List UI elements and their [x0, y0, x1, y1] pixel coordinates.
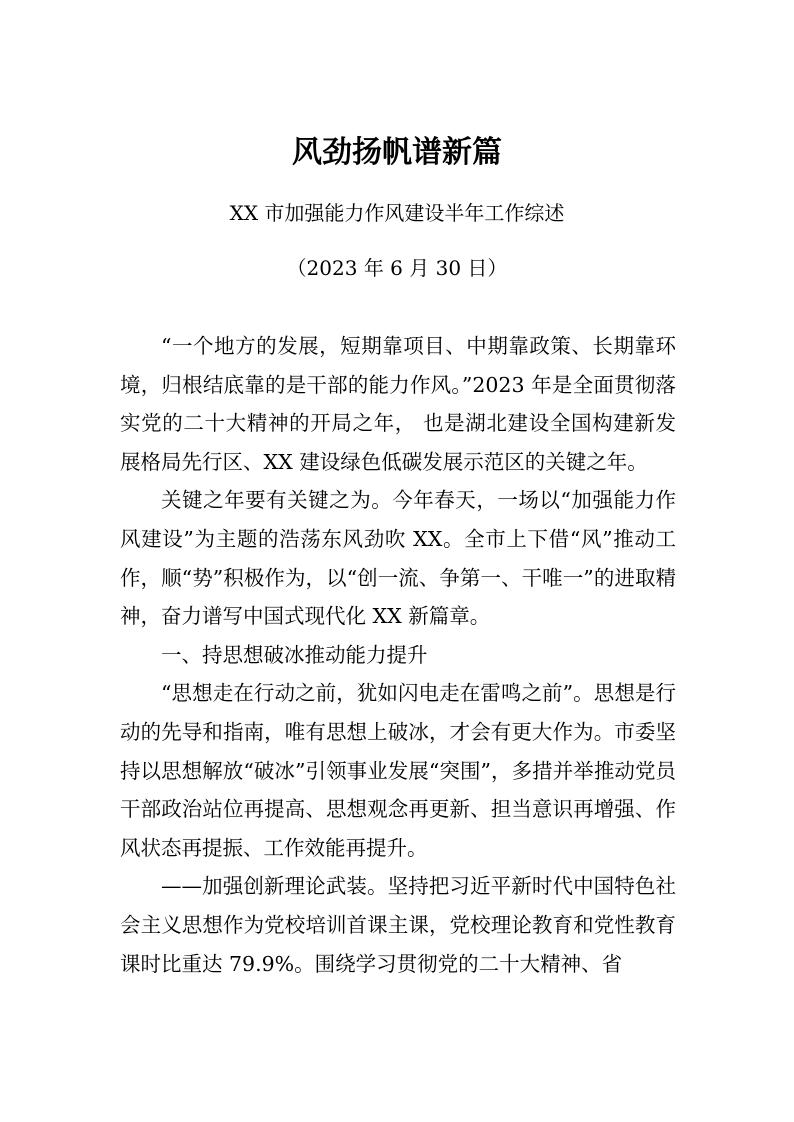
document-subtitle: XX 市加强能力作风建设半年工作综述 [229, 201, 565, 225]
document-body [120, 327, 676, 983]
paragraph: ——加强创新理论武装。坚持把习近平新时代中国特色社会主义思想作为党校培训首课主课，党校理论教育和党性教育课时比重达 79.9%。围绕学习贯彻党的二十大精神、省 [120, 874, 676, 976]
paragraph: 关键之年要有关键之为。今年春天，一场以“加强能力作风建设”为主题的浩荡东风劲吹 XX。全市上下借“风”推动工作，顺“势”积极作为，以“创一流、争第一、干唯一”的进取精神，奋力谱写中国式现代化 XX 新篇章。 [120, 488, 676, 629]
paragraph: “思想走在行动之前，犹如闪电走在雷鸣之前”。思想是行动的先导和指南，唯有思想上破冰，才会有更大作为。市委坚持以思想解放“破冰”引领事业发展“突围”，多措并举推动党员干部政治站位再提高、思想观念再更新、担当意识再增强、作风状态再提振、工作效能再提升。 [120, 681, 676, 860]
paragraph: “一个地方的发展，短期靠项目、中期靠政策、长期靠环境，归根结底靠的是干部的能力作风。”2023 年是全面贯彻落实党的二十大精神的开局之年， 也是湖北建设全国构建新发展格局先行区、XX 建设绿色低碳发展示范区的关键之年。 [120, 334, 676, 474]
document-date: （2023 年 6 月 30 日） [286, 256, 508, 280]
document-title: 风劲扬帆谱新篇 [292, 135, 502, 170]
section-heading: 一、持思想破冰推动能力提升 [161, 642, 428, 667]
